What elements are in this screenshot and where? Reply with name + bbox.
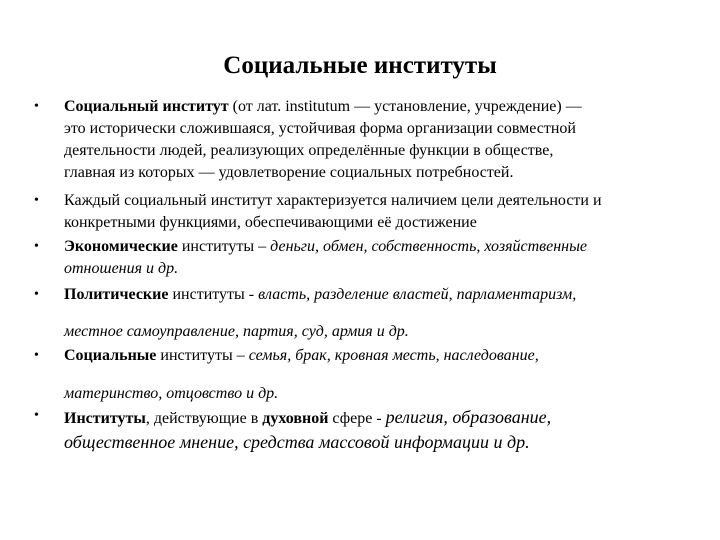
term-bold: Институты	[64, 410, 146, 427]
term-bold: Политические	[64, 286, 169, 303]
item-line-1	[64, 284, 694, 306]
item-line-1	[64, 236, 694, 258]
term-bold: духовной	[262, 410, 329, 427]
list-item-body	[64, 405, 694, 454]
text-normal: , действующие в	[145, 410, 263, 427]
bullet-icon: •	[34, 287, 39, 302]
item-line-1	[64, 405, 694, 430]
list-item-body	[64, 96, 694, 184]
list-item-body	[64, 284, 694, 350]
term-bold: Экономические	[64, 238, 178, 255]
term-bold: Социальные	[64, 347, 157, 364]
examples-italic: религия, образование,	[385, 407, 552, 427]
page-title: Социальные институты	[223, 52, 497, 79]
item-line-1	[64, 96, 694, 118]
bullet-icon: •	[34, 193, 39, 208]
item-line-1	[64, 345, 694, 367]
item-line-2: это исторически сложившаяся, устойчивая форма организации совместной	[64, 120, 576, 137]
text-normal: институты –	[156, 347, 249, 364]
list-item-body	[64, 190, 694, 234]
list-item-body	[64, 345, 694, 405]
examples-italic: семья, брак, кровная месть, наследование,	[248, 347, 539, 364]
bullet-icon: •	[34, 408, 39, 423]
item-line-4: главная из которых — удовлетворение социальных потребностей.	[64, 164, 514, 181]
item-line-2: конкретными функциями, обеспечивающими её достижение	[64, 214, 477, 231]
item-line-2: материнство, отцовство и др.	[64, 385, 279, 402]
bullet-icon: •	[34, 348, 39, 363]
item-line-3: деятельности людей, реализующих определённые функции в обществе,	[64, 142, 554, 159]
item-line-2: местное самоуправление, партия, суд, армия и др.	[64, 323, 409, 340]
item-line-2: отношения и др.	[64, 260, 179, 277]
examples-italic: власть, разделение властей, парламентаризм,	[258, 286, 577, 303]
examples-italic: деньги, обмен, собственность, хозяйственные	[270, 238, 588, 255]
item-line-2: общественное мнение, средства массовой информации и др.	[64, 432, 530, 452]
text-normal: институты –	[177, 238, 271, 255]
bullet-icon: •	[34, 99, 39, 114]
text-normal: институты -	[168, 286, 259, 303]
text-normal: (от лат. institutum — установление, учреждение) —	[228, 98, 582, 115]
term-bold: Социальный институт	[64, 98, 229, 115]
bullet-icon: •	[34, 239, 39, 254]
text-normal: сфере -	[328, 410, 386, 427]
item-line-1: Каждый социальный институт характеризуется наличием цели деятельности и	[64, 192, 602, 209]
list-item-body	[64, 236, 694, 280]
